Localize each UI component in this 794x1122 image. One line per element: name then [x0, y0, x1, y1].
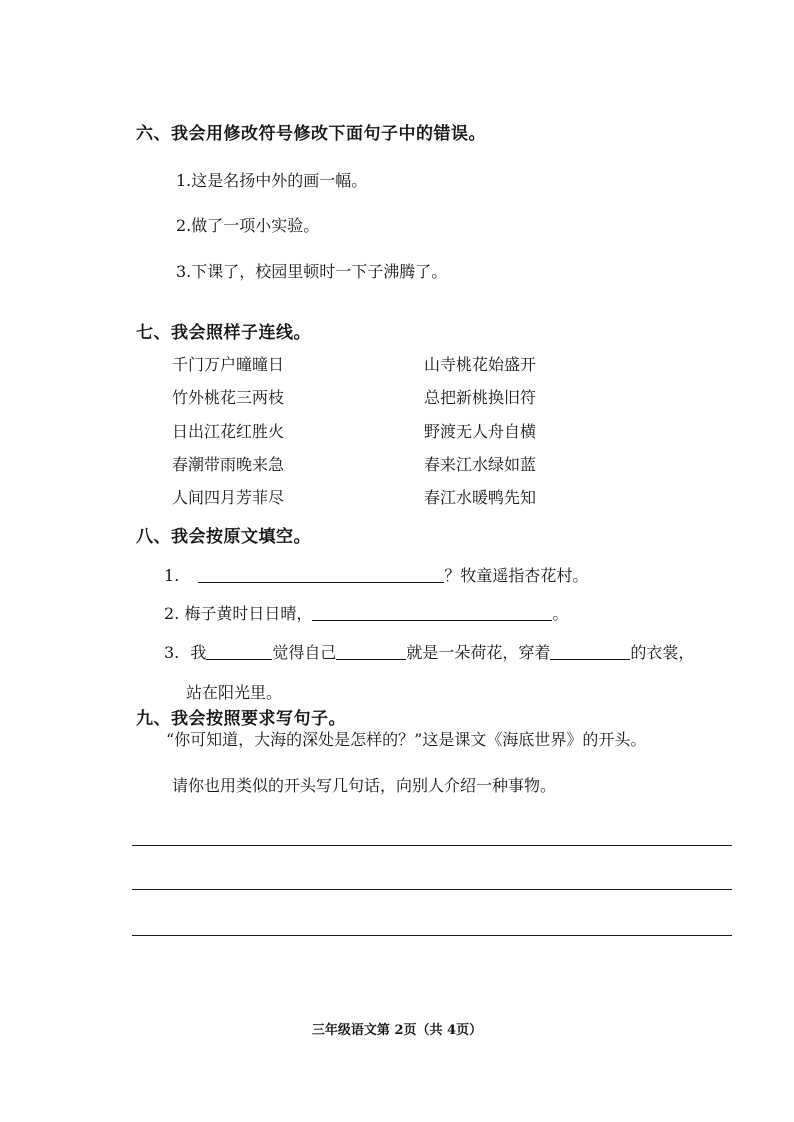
- s8-question-3: [164, 640, 694, 663]
- q1-text: ？牧童遥指杏花村。: [444, 566, 589, 585]
- s9-instruction-1: “你可知道，大海的深处是怎样的？”这是课文《海底世界》的开头。: [166, 730, 647, 749]
- s6-item-3: 3.下课了，校园里顿时一下子沸腾了。: [176, 262, 448, 281]
- s6-item-1: 1.这是名扬中外的画一幅。: [176, 171, 368, 190]
- answer-line-2[interactable]: [132, 889, 732, 890]
- q3-blank-3[interactable]: [550, 643, 630, 660]
- page-footer: 三年级语文第 2页（共 4页）: [311, 1023, 483, 1038]
- answer-line-3[interactable]: [132, 935, 732, 936]
- q3-blank-1[interactable]: [206, 643, 272, 660]
- s8-question-2: [164, 601, 568, 624]
- right-item-1[interactable]: 山寺桃花始盛开: [424, 355, 537, 374]
- q3-number: 3.: [164, 643, 180, 662]
- right-item-5[interactable]: 春江水暖鸭先知: [424, 488, 537, 507]
- right-item-4[interactable]: 春来江水绿如蓝: [424, 455, 537, 474]
- section-7-title: 七、我会照样子连线。: [136, 323, 311, 343]
- left-item-3[interactable]: 日出江花红胜火: [172, 422, 285, 441]
- answer-line-1[interactable]: [132, 845, 732, 846]
- section-6-title: 六、我会用修改符号修改下面句子中的错误。: [136, 124, 486, 144]
- s8-question-1: [164, 563, 588, 586]
- right-item-3[interactable]: 野渡无人舟自横: [424, 422, 537, 441]
- s9-instruction-2: 请你也用类似的开头写几句话，向别人介绍一种事物。: [172, 776, 557, 795]
- left-item-1[interactable]: 千门万户曈曈日: [172, 355, 285, 374]
- q2-number: 2.: [164, 604, 180, 623]
- left-item-5[interactable]: 人间四月芳菲尽: [172, 488, 285, 507]
- section-8-title: 八、我会按原文填空。: [136, 527, 311, 547]
- q2-text-after: 。: [552, 604, 569, 623]
- q1-blank[interactable]: [198, 566, 444, 583]
- q3-part-4: 的衣裳，: [630, 643, 695, 662]
- q2-text-before: 梅子黄时日日晴，: [184, 604, 313, 623]
- q3-part-1: 我: [190, 643, 207, 662]
- q3-part-2: 觉得自己: [272, 643, 337, 662]
- right-item-2[interactable]: 总把新桃换旧符: [424, 388, 537, 407]
- q2-blank[interactable]: [312, 604, 552, 621]
- q3-part-3: 就是一朵荷花，穿着: [406, 643, 551, 662]
- q3-blank-2[interactable]: [336, 643, 406, 660]
- left-item-2[interactable]: 竹外桃花三两枝: [172, 388, 285, 407]
- q3-line-2: 站在阳光里。: [186, 683, 283, 702]
- s6-item-2: 2.做了一项小实验。: [176, 216, 320, 235]
- q1-number: 1.: [164, 566, 180, 585]
- left-item-4[interactable]: 春潮带雨晚来急: [172, 455, 285, 474]
- section-9-title: 九、我会按照要求写句子。: [136, 709, 346, 729]
